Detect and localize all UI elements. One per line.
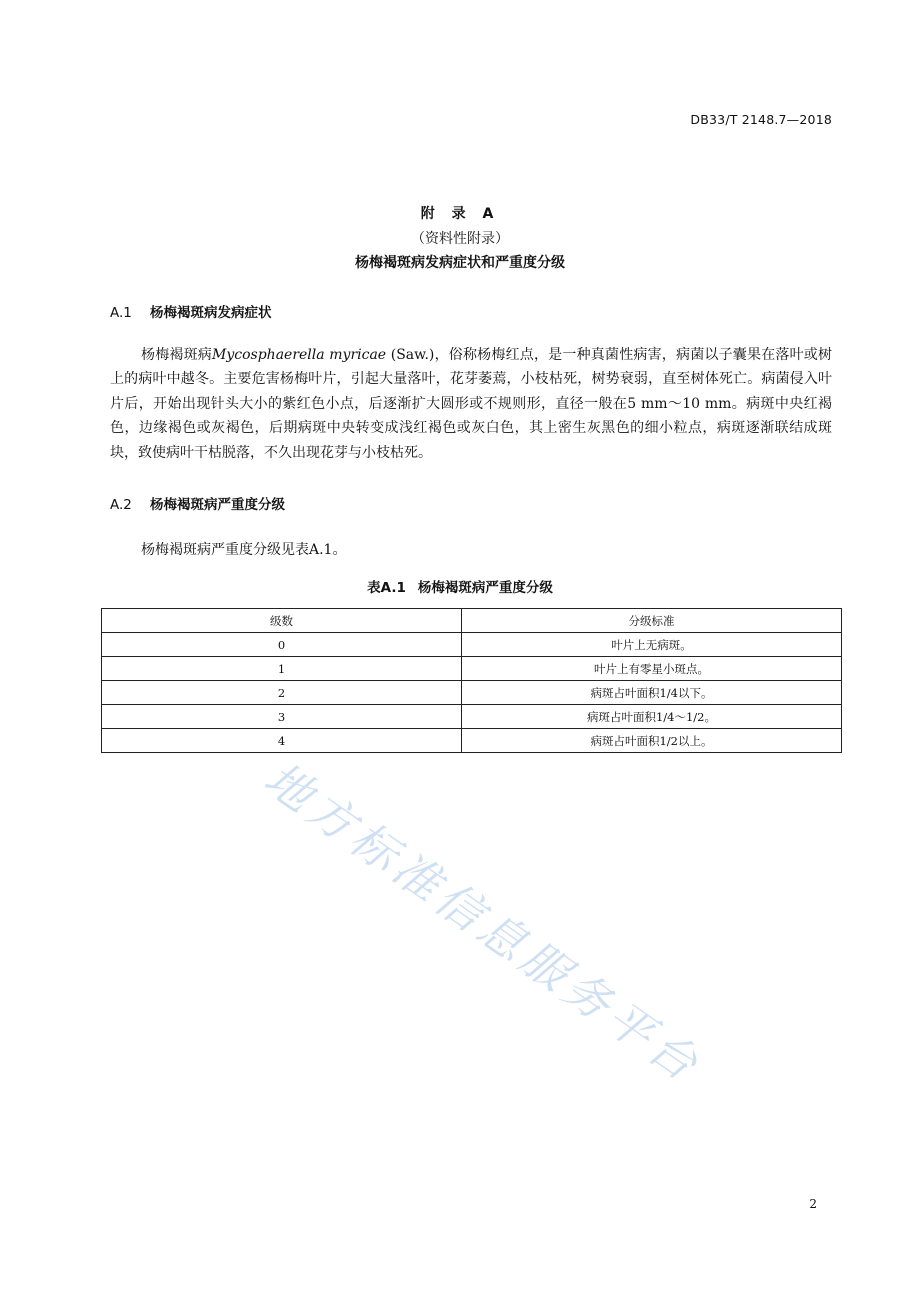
watermark: 地方标准信息服务平台 bbox=[254, 751, 712, 1094]
grade-cell: 3 bbox=[102, 705, 462, 729]
section-a1-paragraph bbox=[110, 343, 832, 465]
section-number: A.2 bbox=[110, 497, 132, 513]
severity-table bbox=[101, 608, 842, 753]
grade-cell: 1 bbox=[102, 657, 462, 681]
document-code: DB33/T 2148.7—2018 bbox=[690, 112, 832, 127]
criteria-cell: 叶片上有零星小斑点。 bbox=[462, 657, 842, 681]
paragraph-body: (Saw.)，俗称杨梅红点，是一种真菌性病害，病菌以子囊果在落叶或树上的病叶中越冬。主要危害杨梅叶片，引起大量落叶，花芽萎蔫，小枝枯死，树势衰弱，直至树体死亡。病菌侵入叶片后，开始出现针头大小的紫红色小点，后逐渐扩大圆形或不规则形，直径一般在5 mm～10 mm。病斑中央红褐色，边缘褐色或灰褐色，后期病斑中央转变成浅红褐色或灰白色，其上密生灰黑色的细小粒点，病斑逐渐联结成斑块，致使病叶干枯脱落，不久出现花芽与小枝枯死。 bbox=[110, 347, 833, 461]
section-heading-a2 bbox=[110, 493, 285, 513]
table-row bbox=[102, 705, 842, 729]
grade-cell: 2 bbox=[102, 681, 462, 705]
table-row bbox=[102, 657, 842, 681]
section-title: 杨梅褐斑病严重度分级 bbox=[150, 497, 285, 513]
criteria-cell: 病斑占叶面积1/4以下。 bbox=[462, 681, 842, 705]
criteria-cell: 叶片上无病斑。 bbox=[462, 633, 842, 657]
paragraph-prefix: 杨梅褐斑病 bbox=[141, 347, 213, 363]
appendix-title: 附 录 A bbox=[420, 206, 500, 222]
section-title: 杨梅褐斑病发病症状 bbox=[150, 305, 272, 321]
header-grade: 级数 bbox=[102, 609, 462, 633]
criteria-cell: 病斑占叶面积1/4～1/2。 bbox=[462, 705, 842, 729]
page-number: 2 bbox=[809, 1197, 817, 1211]
table-row bbox=[102, 633, 842, 657]
table-caption-title: 杨梅褐斑病严重度分级 bbox=[417, 580, 553, 596]
appendix-type: （资料性附录） bbox=[411, 231, 509, 247]
section-a2-paragraph: 杨梅褐斑病严重度分级见表A.1。 bbox=[141, 542, 347, 558]
table-caption bbox=[0, 576, 920, 596]
table-header-row bbox=[102, 609, 842, 633]
header-criteria: 分级标准 bbox=[462, 609, 842, 633]
section-heading-a1 bbox=[110, 301, 272, 321]
latin-name: Mycosphaerella myricae bbox=[212, 347, 387, 363]
appendix-name: 杨梅褐斑病发病症状和严重度分级 bbox=[355, 255, 565, 271]
criteria-cell: 病斑占叶面积1/2以上。 bbox=[462, 729, 842, 753]
section-number: A.1 bbox=[110, 305, 132, 321]
grade-cell: 4 bbox=[102, 729, 462, 753]
grade-cell: 0 bbox=[102, 633, 462, 657]
table-row bbox=[102, 681, 842, 705]
table-caption-number: 表A.1 bbox=[367, 580, 406, 596]
table-row bbox=[102, 729, 842, 753]
